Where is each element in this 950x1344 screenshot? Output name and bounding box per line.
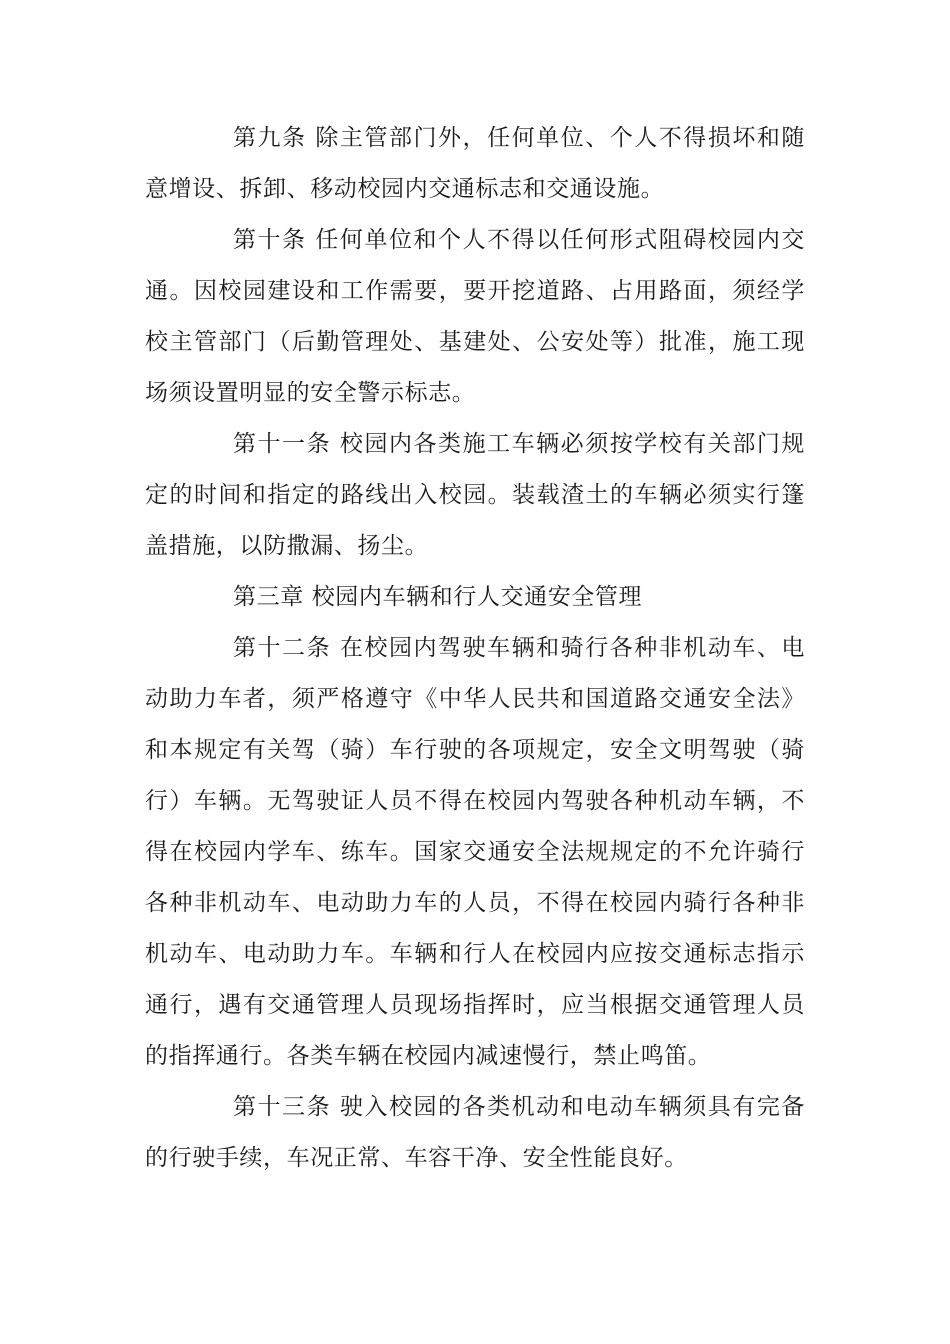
article-9-paragraph: 第九条 除主管部门外，任何单位、个人不得损坏和随意增设、拆卸、移动校园内交通标志和交通设施。 — [145, 125, 805, 202]
article-13-paragraph: 第十三条 驶入校园的各类机动和电动车辆须具有完备的行驶手续，车况正常、车容干净、安全性能良好。 — [145, 1094, 805, 1171]
article-12-paragraph: 第十二条 在校园内驾驶车辆和骑行各种非机动车、电动助力车者，须严格遵守《中华人民共和国道路交通安全法》和本规定有关驾（骑）车行驶的各项规定，安全文明驾驶（骑行）车辆。无驾驶证人员不得在校园内驾驶各种机动车辆，不得在校园内学车、练车。国家交通安全法规规定的不允许骑行各种非机动车、电动助力车的人员，不得在校园内骑行各种非机动车、电动助力车。车辆和行人在校园内应按交通标志指示通行，遇有交通管理人员现场指挥时，应当根据交通管理人员的指挥通行。各类车辆在校园内减速慢行，禁止鸣笛。 — [145, 635, 805, 1069]
chapter-3-heading: 第三章 校园内车辆和行人交通安全管理 — [233, 584, 643, 610]
document-body — [145, 113, 805, 1184]
article-10-paragraph: 第十条 任何单位和个人不得以任何形式阻碍校园内交通。因校园建设和工作需要，要开挖道路、占用路面，须经学校主管部门（后勤管理处、基建处、公安处等）批准，施工现场须设置明显的安全警示标志。 — [145, 227, 805, 406]
article-11-paragraph: 第十一条 校园内各类施工车辆必须按学校有关部门规定的时间和指定的路线出入校园。装载渣土的车辆必须实行篷盖措施，以防撒漏、扬尘。 — [145, 431, 805, 559]
